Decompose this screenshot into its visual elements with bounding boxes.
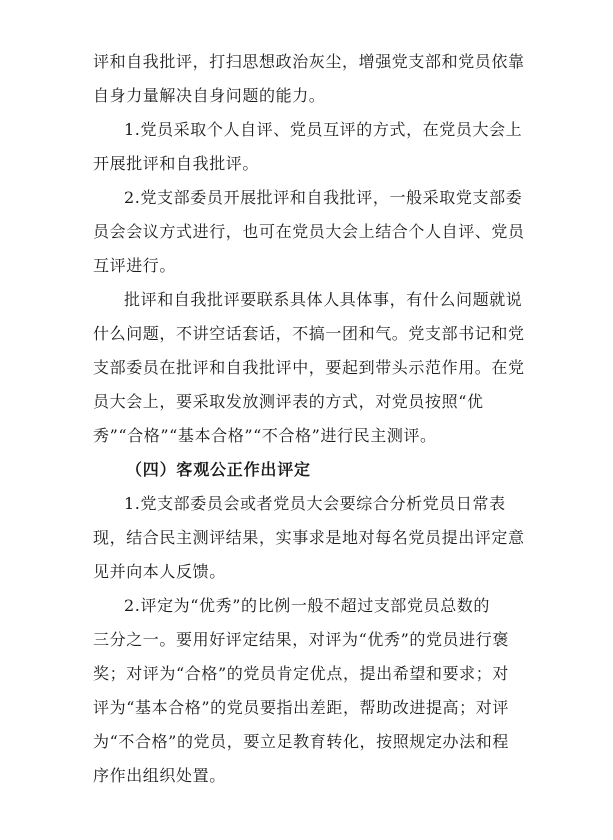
body-text-line: 三分之一。要用好评定结果，对评为“优秀”的党员进行褒 — [93, 630, 509, 649]
body-text-line: 员大会上，要采取发放测评表的方式，对党员按照“优 — [93, 392, 484, 411]
body-text-line: 评和自我批评，打扫思想政治灰尘，增强党支部和党员依靠 — [93, 52, 525, 71]
body-text-line: 2.党支部委员开展批评和自我批评，一般采取党支部委 — [124, 188, 523, 207]
body-text-line: 什么问题，不讲空话套话，不搞一团和气。党支部书记和党 — [93, 324, 525, 343]
body-text-line: 奖；对评为“合格”的党员肯定优点，提出希望和要求；对 — [93, 664, 509, 683]
body-text-line: 支部委员在批评和自我批评中，要起到带头示范作用。在党 — [93, 358, 525, 377]
body-text-line: 开展批评和自我批评。 — [93, 154, 260, 173]
section-heading: （四）客观公正作出评定 — [126, 460, 311, 479]
body-text-line: 2.评定为“优秀”的比例一般不超过支部党员总数的 — [124, 596, 491, 615]
body-text-line: 互评进行。 — [93, 256, 177, 275]
body-text-line: 现，结合民主测评结果，实事求是地对每名党员提出评定意 — [93, 528, 525, 547]
body-text-line: 自身力量解决自身问题的能力。 — [93, 86, 326, 105]
body-text-line: 1.党员采取个人自评、党员互评的方式，在党员大会上 — [124, 120, 523, 139]
body-text-line: 为“不合格”的党员，要立足教育转化，按照规定办法和程 — [93, 732, 509, 751]
body-text-line: 批评和自我批评要联系具体人具体事，有什么问题就说 — [124, 290, 523, 309]
body-text-line: 1.党支部委员会或者党员大会要综合分析党员日常表 — [124, 494, 506, 513]
body-text-line: 序作出组织处置。 — [93, 766, 226, 785]
body-text-line: 评为“基本合格”的党员要指出差距，帮助改进提高；对评 — [93, 698, 509, 717]
body-text-line: 员会会议方式进行，也可在党员大会上结合个人自评、党员 — [93, 222, 525, 241]
body-text-line: 见并向本人反馈。 — [93, 562, 226, 581]
body-text-line: 秀”“合格”“基本合格”“不合格”进行民主测评。 — [93, 426, 437, 445]
